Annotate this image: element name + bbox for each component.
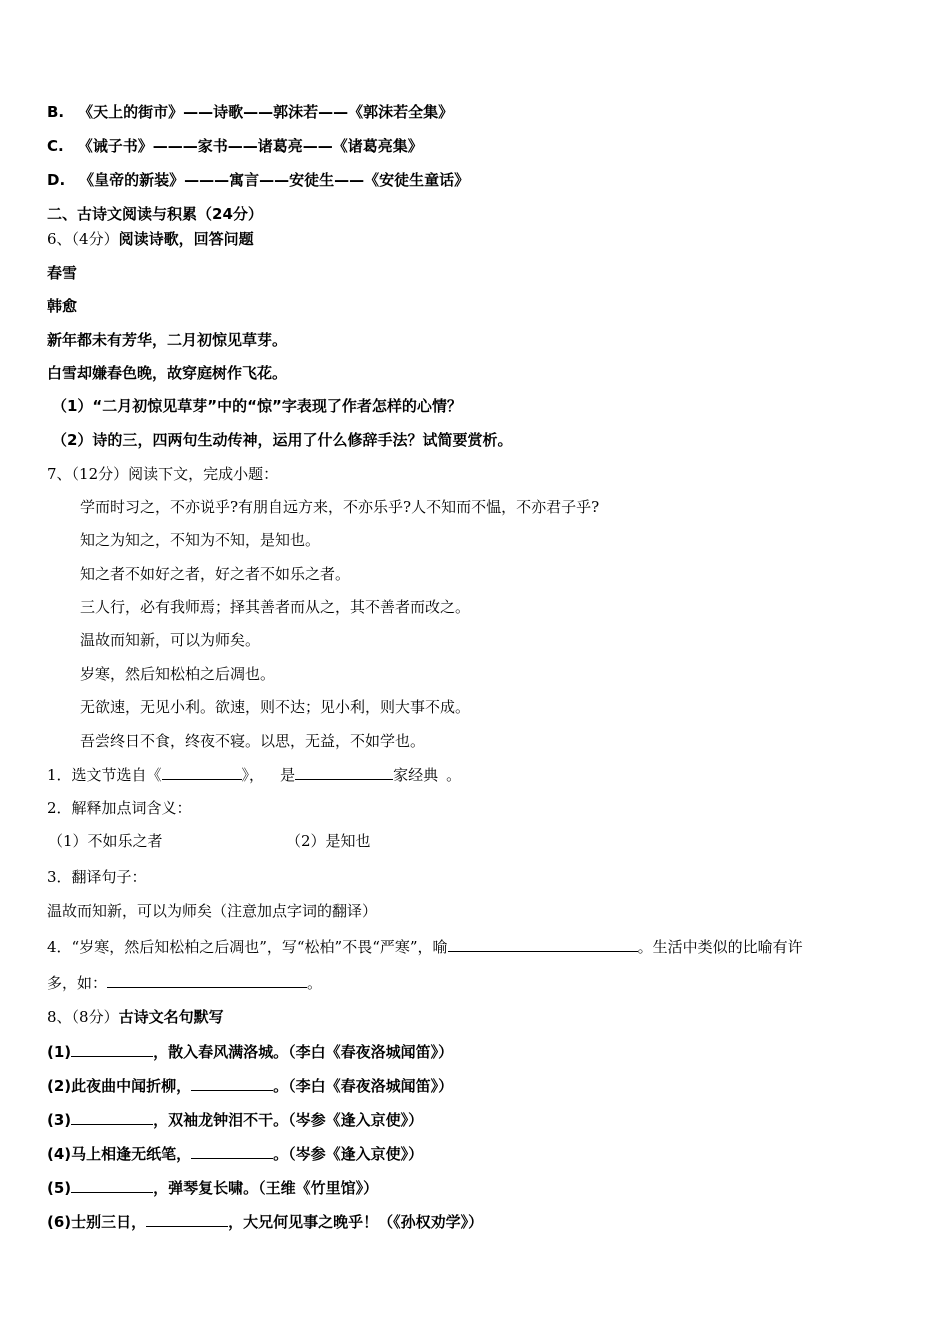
q7-q1-text: 1．选文节选自《 xyxy=(47,766,162,784)
blank-q8-1[interactable] xyxy=(71,1041,153,1057)
passage-line-2: 知之为知之，不知为不知，是知也。 xyxy=(80,531,321,549)
option-b xyxy=(47,102,453,122)
q7-question-2: 2．解释加点词含义： xyxy=(47,799,192,817)
q7-q4-text: 多，如： xyxy=(47,974,108,992)
q8-item-text: (1) xyxy=(47,1043,72,1061)
q7-q1-text: 是 xyxy=(280,766,296,784)
q8-item-1 xyxy=(47,1041,453,1062)
q8-score: （8分） xyxy=(71,1008,119,1026)
option-text: 《天上的街市》——诗歌——郭沫若——《郭沫若全集》 xyxy=(78,103,454,121)
blank-example[interactable] xyxy=(107,972,307,988)
q8-item-2 xyxy=(47,1075,453,1096)
q8-item-6 xyxy=(47,1211,483,1232)
passage-line-1: 学而时习之，不亦说乎?有朋自远方来，不亦乐乎?人不知而不愠，不亦君子乎? xyxy=(80,498,600,516)
q7-score: （12分） xyxy=(71,465,129,483)
q7-header xyxy=(47,464,278,484)
poem-line-1: 新年都未有芳华，二月初惊见草芽。 xyxy=(47,331,288,349)
q7-q1-text: 》， xyxy=(241,766,265,784)
passage-line-3: 知之者不如好之者，好之者不如乐之者。 xyxy=(80,565,351,583)
option-c xyxy=(47,136,423,156)
q7-q4-text: 。生活中类似的比喻有许 xyxy=(637,938,803,956)
blank-q8-2[interactable] xyxy=(191,1075,273,1091)
q7-question-3-text: 温故而知新，可以为师矣（注意加点字词的翻译） xyxy=(47,902,378,920)
q7-question-3: 3．翻译句子： xyxy=(47,868,147,886)
q8-item-4 xyxy=(47,1143,423,1164)
q6-sub-question-1: （1）“二月初惊见草芽”中的“惊”字表现了作者怎样的心情？ xyxy=(52,397,462,415)
blank-q8-6[interactable] xyxy=(146,1211,228,1227)
option-label: B. xyxy=(47,103,65,121)
poem-line-2: 白雪却嫌春色晚，故穿庭树作飞花。 xyxy=(47,364,288,382)
q8-item-3 xyxy=(47,1109,423,1130)
q6-number: 6、 xyxy=(47,230,72,248)
q7-question-1 xyxy=(47,764,461,785)
passage-line-5: 温故而知新，可以为师矣。 xyxy=(80,631,261,649)
blank-school[interactable] xyxy=(295,764,393,780)
q7-q4-text: 。 xyxy=(307,974,323,992)
q6-prompt: 阅读诗歌，回答问题 xyxy=(118,230,254,248)
option-d xyxy=(47,170,469,190)
q6-sub-question-2: （2）诗的三，四两句生动传神，运用了什么修辞手法？试简要赏析。 xyxy=(52,431,513,449)
q8-item-text: 。（岑参《逢入京使》） xyxy=(273,1145,424,1163)
blank-metaphor[interactable] xyxy=(448,936,638,952)
passage-line-7: 无欲速，无见小利。欲速，则不达；见小利，则大事不成。 xyxy=(80,698,471,716)
blank-q8-3[interactable] xyxy=(71,1109,153,1125)
q7-question-2-1: （1）不如乐之者 xyxy=(48,832,163,850)
q7-question-4 xyxy=(47,936,803,957)
blank-book-title[interactable] xyxy=(162,764,242,780)
passage-line-6: 岁寒，然后知松柏之后凋也。 xyxy=(80,665,276,683)
q8-item-text: ，大兄何见事之晚乎！（《孙权劝学》） xyxy=(228,1213,484,1231)
q7-q1-text: 。 xyxy=(446,766,462,784)
q8-item-text: (2)此夜曲中闻折柳， xyxy=(47,1077,192,1095)
q7-prompt: 阅读下文，完成小题： xyxy=(128,465,279,483)
option-text: 《皇帝的新装》———寓言——安徒生——《安徒生童话》 xyxy=(79,171,470,189)
q8-item-text: ，弹琴复长啸。（王维《竹里馆》） xyxy=(153,1179,379,1197)
section2-title: 二、古诗文阅读与积累（24分） xyxy=(47,205,263,223)
q8-number: 8、 xyxy=(47,1008,72,1026)
q7-q1-text: 家经典 xyxy=(393,766,439,784)
q8-item-5 xyxy=(47,1177,378,1198)
q8-header xyxy=(47,1007,224,1027)
passage-line-8: 吾尝终日不食，终夜不寝。以思，无益，不如学也。 xyxy=(80,732,426,750)
poem-title: 春雪 xyxy=(47,264,78,282)
q8-item-text: (4)马上相逢无纸笔， xyxy=(47,1145,192,1163)
q7-q4-text: 4．“岁寒，然后知松柏之后凋也”，写“松柏”不畏“严寒”，喻 xyxy=(47,938,448,956)
poem-author: 韩愈 xyxy=(47,297,78,315)
option-text: 《诫子书》———家书——诸葛亮——《诸葛亮集》 xyxy=(77,137,423,155)
q6-header xyxy=(47,229,254,249)
blank-q8-5[interactable] xyxy=(71,1177,153,1193)
q8-item-text: 。（李白《春夜洛城闻笛》） xyxy=(273,1077,454,1095)
q8-item-text: ，双袖龙钟泪不干。（岑参《逢入京使》） xyxy=(153,1111,424,1129)
q8-item-text: ，散入春风满洛城。（李白《春夜洛城闻笛》） xyxy=(153,1043,454,1061)
q7-question-4-cont xyxy=(47,972,322,993)
q6-score: （4分） xyxy=(71,230,119,248)
q8-item-text: (3) xyxy=(47,1111,72,1129)
q7-number: 7、 xyxy=(47,465,72,483)
q8-item-text: (5) xyxy=(47,1179,72,1197)
option-label: D. xyxy=(47,171,66,189)
option-label: C. xyxy=(47,137,64,155)
q8-prompt: 古诗文名句默写 xyxy=(118,1008,224,1026)
blank-q8-4[interactable] xyxy=(191,1143,273,1159)
q8-item-text: (6)士别三日， xyxy=(47,1213,147,1231)
q7-question-2-2: （2）是知也 xyxy=(286,832,371,850)
passage-line-4: 三人行，必有我师焉；择其善者而从之，其不善者而改之。 xyxy=(80,598,471,616)
